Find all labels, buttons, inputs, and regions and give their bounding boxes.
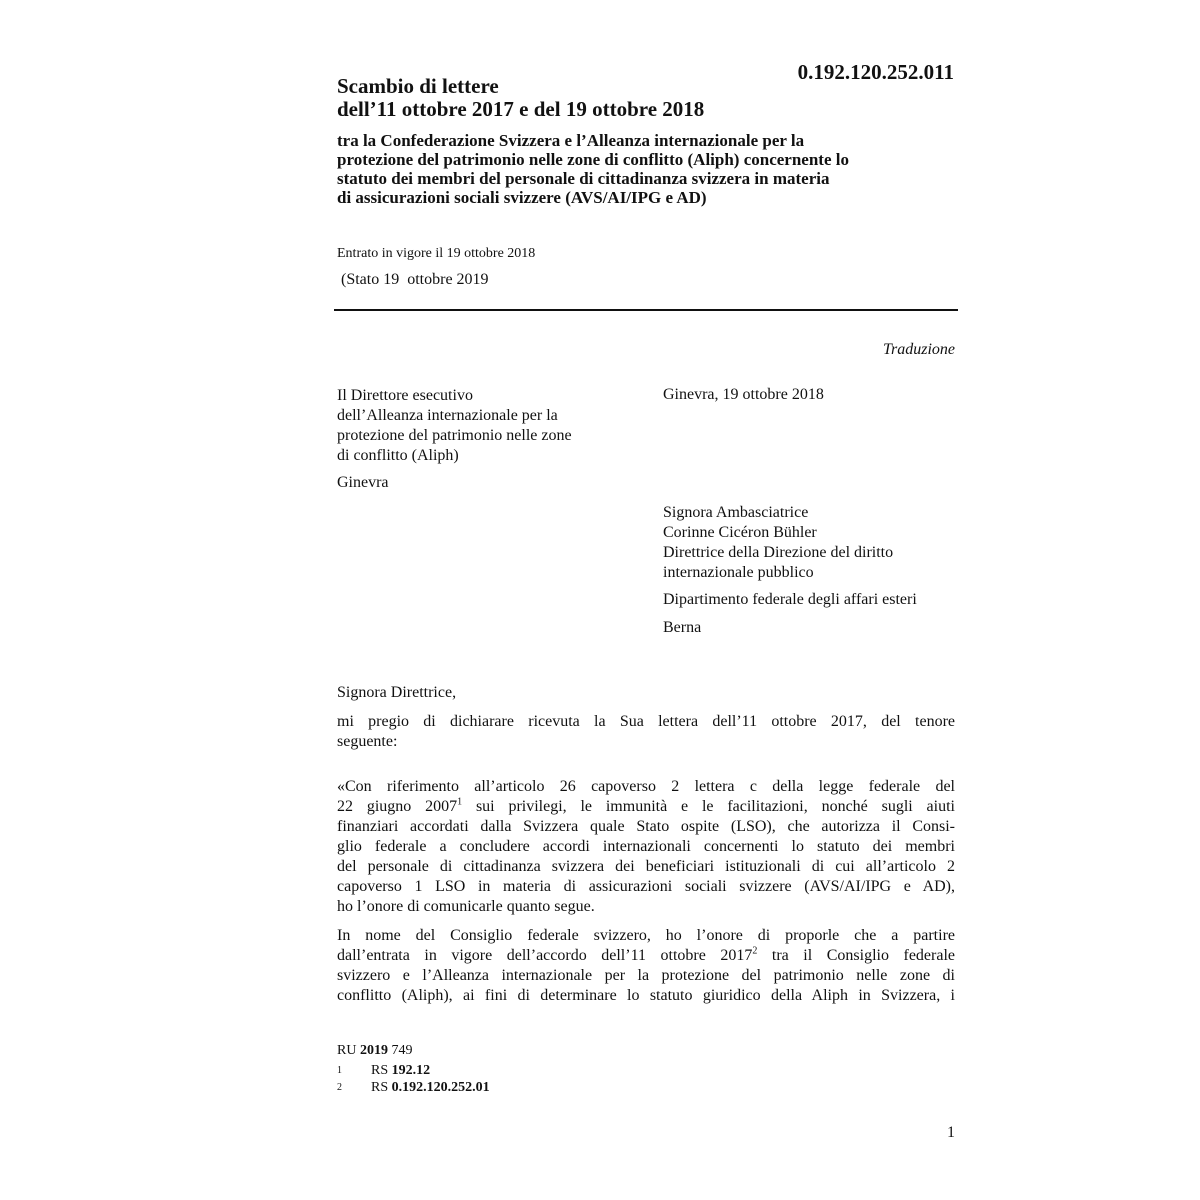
recipient-line: internazionale pubblico <box>663 564 814 581</box>
paragraph-line <box>337 797 955 817</box>
footnote-text <box>371 1062 430 1079</box>
status-date: (Stato 19 ottobre 2019 <box>341 271 489 288</box>
paragraph-proposal <box>337 926 955 1006</box>
paragraph-line: glio federale a concludere accordi internazionali concernenti lo statuto dei membri <box>337 838 955 855</box>
paragraph-line: del personale di cittadinanza svizzera dei beneficiari istituzionali di cui all’articolo 2 <box>337 858 955 875</box>
sender-line: di conflitto (Aliph) <box>337 447 459 464</box>
recipient-line: Direttrice della Direzione del diritto <box>663 544 894 561</box>
paragraph-line: seguente: <box>337 733 398 750</box>
line-text: tra il Consiglio federale <box>757 947 955 964</box>
header-divider <box>334 309 958 311</box>
paragraph-line: capoverso 1 LSO in materia di assicurazioni sociali svizzere (AVS/AI/IPG e AD), <box>337 878 955 895</box>
document-subtitle <box>337 131 967 207</box>
recipient-line: Corinne Cicéron Bühler <box>663 524 817 541</box>
footnote-reference[interactable]: 2 <box>752 945 758 957</box>
recipient-line: Signora Ambasciatrice <box>663 504 809 521</box>
paragraph-line: finanziari accordati dalla Svizzera quale Stato ospite (LSO), che autorizza il Consi- <box>337 818 955 835</box>
footnote-prefix: RS <box>371 1063 392 1078</box>
document-number: 0.192.120.252.011 <box>797 60 954 84</box>
paragraph-line: ho l’onore di comunicarle quanto segue. <box>337 898 595 915</box>
ru-year: 2019 <box>359 1043 388 1058</box>
place-date: Ginevra, 19 ottobre 2018 <box>663 386 824 403</box>
footnote-text <box>371 1079 490 1096</box>
subtitle-line: di assicurazioni sociali svizzere (AVS/AI/IPG e AD) <box>337 188 707 207</box>
ru-page: 749 <box>387 1043 413 1058</box>
paragraph-line: svizzero e l’Alleanza internazionale per la protezione del patrimonio nelle zone di <box>337 967 955 984</box>
recipient-department: Dipartimento federale degli affari esteri <box>663 591 917 608</box>
paragraph-line: conflitto (Aliph), ai fini di determinare lo statuto giuridico della Aliph in Svizzera, i <box>337 987 955 1004</box>
sender-line: protezione del patrimonio nelle zone <box>337 427 572 444</box>
subtitle-line: tra la Confederazione Svizzera e l’Alleanza internazionale per la <box>337 131 805 150</box>
paragraph-line: «Con riferimento all’articolo 26 capoverso 2 lettera c della legge federale del <box>337 778 955 795</box>
paragraph-line: In nome del Consiglio federale svizzero, ho l’onore di proporle che a partire <box>337 927 955 944</box>
footnote-ref-link[interactable]: 192.12 <box>391 1063 431 1078</box>
line-text: sui privilegi, le immunità e le facilitazioni, nonché sugli aiuti <box>462 798 955 815</box>
translation-label: Traduzione <box>882 341 955 358</box>
footnote <box>337 1079 490 1096</box>
sender-city: Ginevra <box>337 474 389 491</box>
footnote-number: 1 <box>337 1065 342 1076</box>
title-line: dell’11 ottobre 2017 e del 19 ottobre 2018 <box>337 97 705 121</box>
recipient-block <box>663 503 963 583</box>
document-title <box>337 75 777 121</box>
paragraph-quoted-letter <box>337 777 955 917</box>
paragraph-acknowledgement <box>337 712 955 752</box>
line-text: 22 giugno 2007 <box>337 798 458 815</box>
subtitle-line: protezione del patrimonio nelle zone di conflitto (Aliph) concernente lo <box>337 150 849 169</box>
salutation: Signora Direttrice, <box>337 684 457 701</box>
paragraph-line <box>337 946 955 966</box>
page-number: 1 <box>947 1124 955 1141</box>
paragraph-line: mi pregio di dichiarare ricevuta la Sua lettera dell’11 ottobre 2017, del tenore <box>337 713 955 730</box>
in-force-date: Entrato in vigore il 19 ottobre 2018 <box>337 246 536 261</box>
line-text: dall’entrata in vigore dell’accordo dell’11 ottobre 2017 <box>337 947 753 964</box>
footnote-prefix: RS <box>371 1080 392 1095</box>
footnotes <box>337 1062 490 1096</box>
official-compilation-reference <box>337 1043 412 1059</box>
footnote <box>337 1062 490 1079</box>
sender-line: dell’Alleanza internazionale per la <box>337 407 558 424</box>
title-line: Scambio di lettere <box>337 74 499 98</box>
subtitle-line: statuto dei membri del personale di cittadinanza svizzera in materia <box>337 169 830 188</box>
footnote-reference[interactable]: 1 <box>457 796 463 808</box>
sender-line: Il Direttore esecutivo <box>337 387 473 404</box>
recipient-city: Berna <box>663 619 702 636</box>
sender-block <box>337 386 627 466</box>
footnote-number: 2 <box>337 1082 342 1093</box>
footnote-ref-link[interactable]: 0.192.120.252.01 <box>391 1080 490 1095</box>
ru-prefix: RU <box>337 1043 360 1058</box>
